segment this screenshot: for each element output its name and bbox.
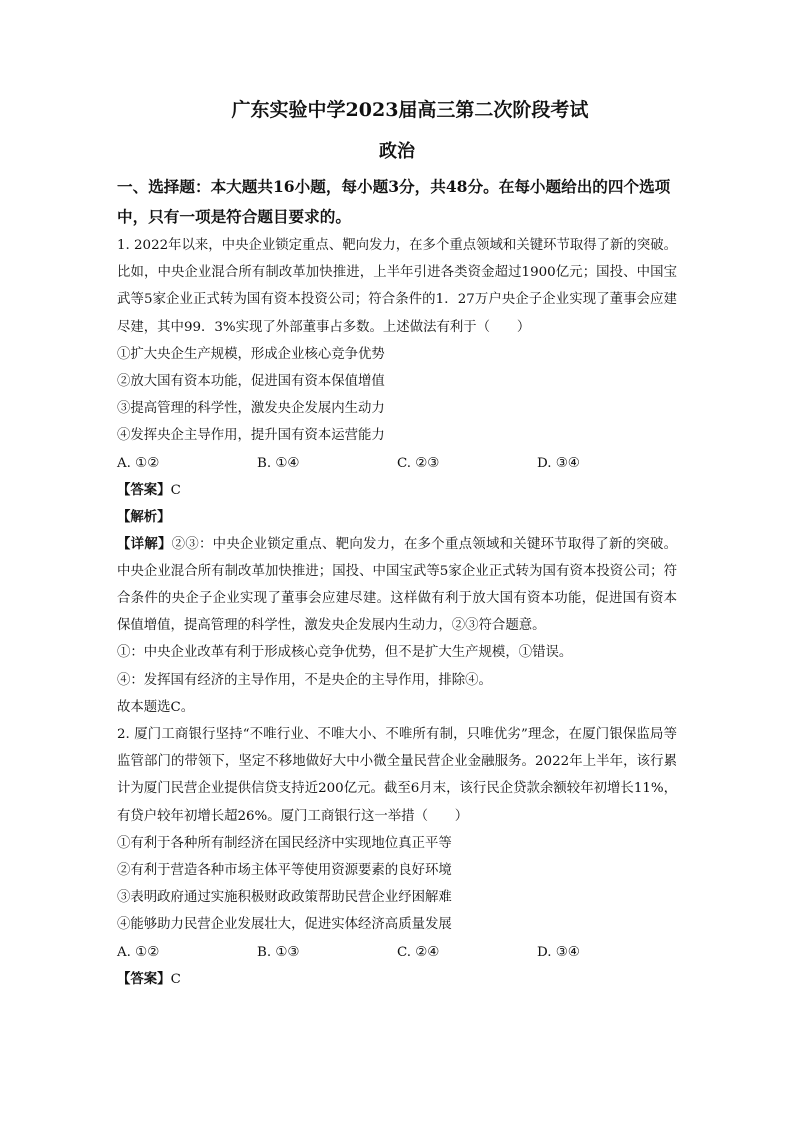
- question-2-item-4: ④能够助力民营企业发展壮大，促进实体经济高质量发展: [117, 917, 452, 933]
- exam-subject: 政治: [379, 141, 415, 162]
- question-1-item-4: ④发挥央企主导作用，提升国有资本运营能力: [117, 428, 385, 444]
- question-2-options: [117, 939, 677, 966]
- question-1-note-2: ④：发挥国有经济的主导作用，不是央企的主导作用，排除④。: [117, 672, 492, 688]
- question-2-item-2: ②有利于营造各种市场主体平等使用资源要素的良好环境: [117, 863, 452, 879]
- section-heading: 一、选择题：本大题共16小题，每小题3分，共48分。在每小题给出的四个选项中，只有一项是符合题目要求的。: [117, 177, 671, 226]
- analysis-label: 【解析】: [117, 508, 171, 525]
- question-2-item-1: ①有利于各种所有制经济在国民经济中实现地位真正平等: [117, 835, 452, 851]
- exam-title: 广东实验中学2023届高三第二次阶段考试: [231, 99, 589, 121]
- question-1-answer: [117, 477, 677, 504]
- option-a: A. ①②: [117, 944, 160, 960]
- question-1-item-2: ②放大国有资本功能，促进国有资本保值增值: [117, 374, 385, 390]
- question-1-note-1: ①：中央企业改革有利于形成核心竞争优势，但不是扩大生产规模，①错误。: [117, 645, 573, 661]
- answer-value: C: [170, 482, 181, 498]
- question-2-item-3: ③表明政府通过实施积极财政政策帮助民营企业纾困解难: [117, 890, 452, 906]
- detail-label: 【详解】: [117, 535, 172, 552]
- question-1-options: [117, 450, 677, 477]
- answer-label: 【答案】: [117, 481, 171, 498]
- question-1-item-1: ①扩大央企生产规模，形成企业核心竞争优势: [117, 346, 385, 362]
- exam-page: [117, 96, 677, 993]
- option-a: A. ①②: [117, 455, 160, 471]
- question-1-item-3: ③提高管理的科学性，激发央企发展内生动力: [117, 401, 385, 417]
- option-c: C. ②④: [397, 944, 440, 960]
- question-2-answer: [117, 966, 677, 993]
- option-b: B. ①④: [257, 455, 300, 471]
- answer-value: C: [170, 971, 181, 987]
- question-1: [117, 232, 677, 721]
- answer-label: 【答案】: [117, 970, 171, 987]
- option-d: D. ③④: [537, 455, 580, 471]
- option-b: B. ①③: [257, 944, 300, 960]
- detail-text: ②③：中央企业锁定重点、靶向发力，在多个重点领域和关键环节取得了新的突破。中央企业混合所有制改革加快推进；国投、中国宝武等5家企业正式转为国有资本投资公司；符合条件的央企子企业实现了董事会应建尽建。这样做有利于放大国有资本功能，促进国有资本保值增值，提高管理的科学性，激发央企发展内生动力，②③符合题意。: [117, 536, 678, 634]
- question-1-stem: 1. 2022年以来，中央企业锁定重点、靶向发力，在多个重点领域和关键环节取得了新的突破。比如，中央企业混合所有制改革加快推进，上半年引进各类资金超过1900亿元；国投、中国宝武等5家企业正式转为国有资本投资公司；符合条件的1．27万户央企子企业实现了董事会应建尽建，其中99．3%实现了外部董事占多数。上述做法有利于（ ）: [117, 238, 677, 335]
- question-1-detail: [117, 531, 677, 640]
- option-c: C. ②③: [397, 455, 440, 471]
- question-2: [117, 721, 677, 993]
- question-2-stem: 2. 厦门工商银行坚持“不唯行业、不唯大小、不唯所有制，只唯优劣”理念，在厦门银保监局等监管部门的带领下，坚定不移地做好大中小微全量民营企业金融服务。2022年上半年，该行累计为厦门民营企业提供信贷支持近200亿元。截至6月末，该行民企贷款余额较年初增长11%，有贷户较年初增长超26%。厦门工商银行这一举措（ ）: [117, 727, 677, 824]
- question-1-conclusion: 故本题选C。: [117, 699, 195, 715]
- option-d: D. ③④: [537, 944, 580, 960]
